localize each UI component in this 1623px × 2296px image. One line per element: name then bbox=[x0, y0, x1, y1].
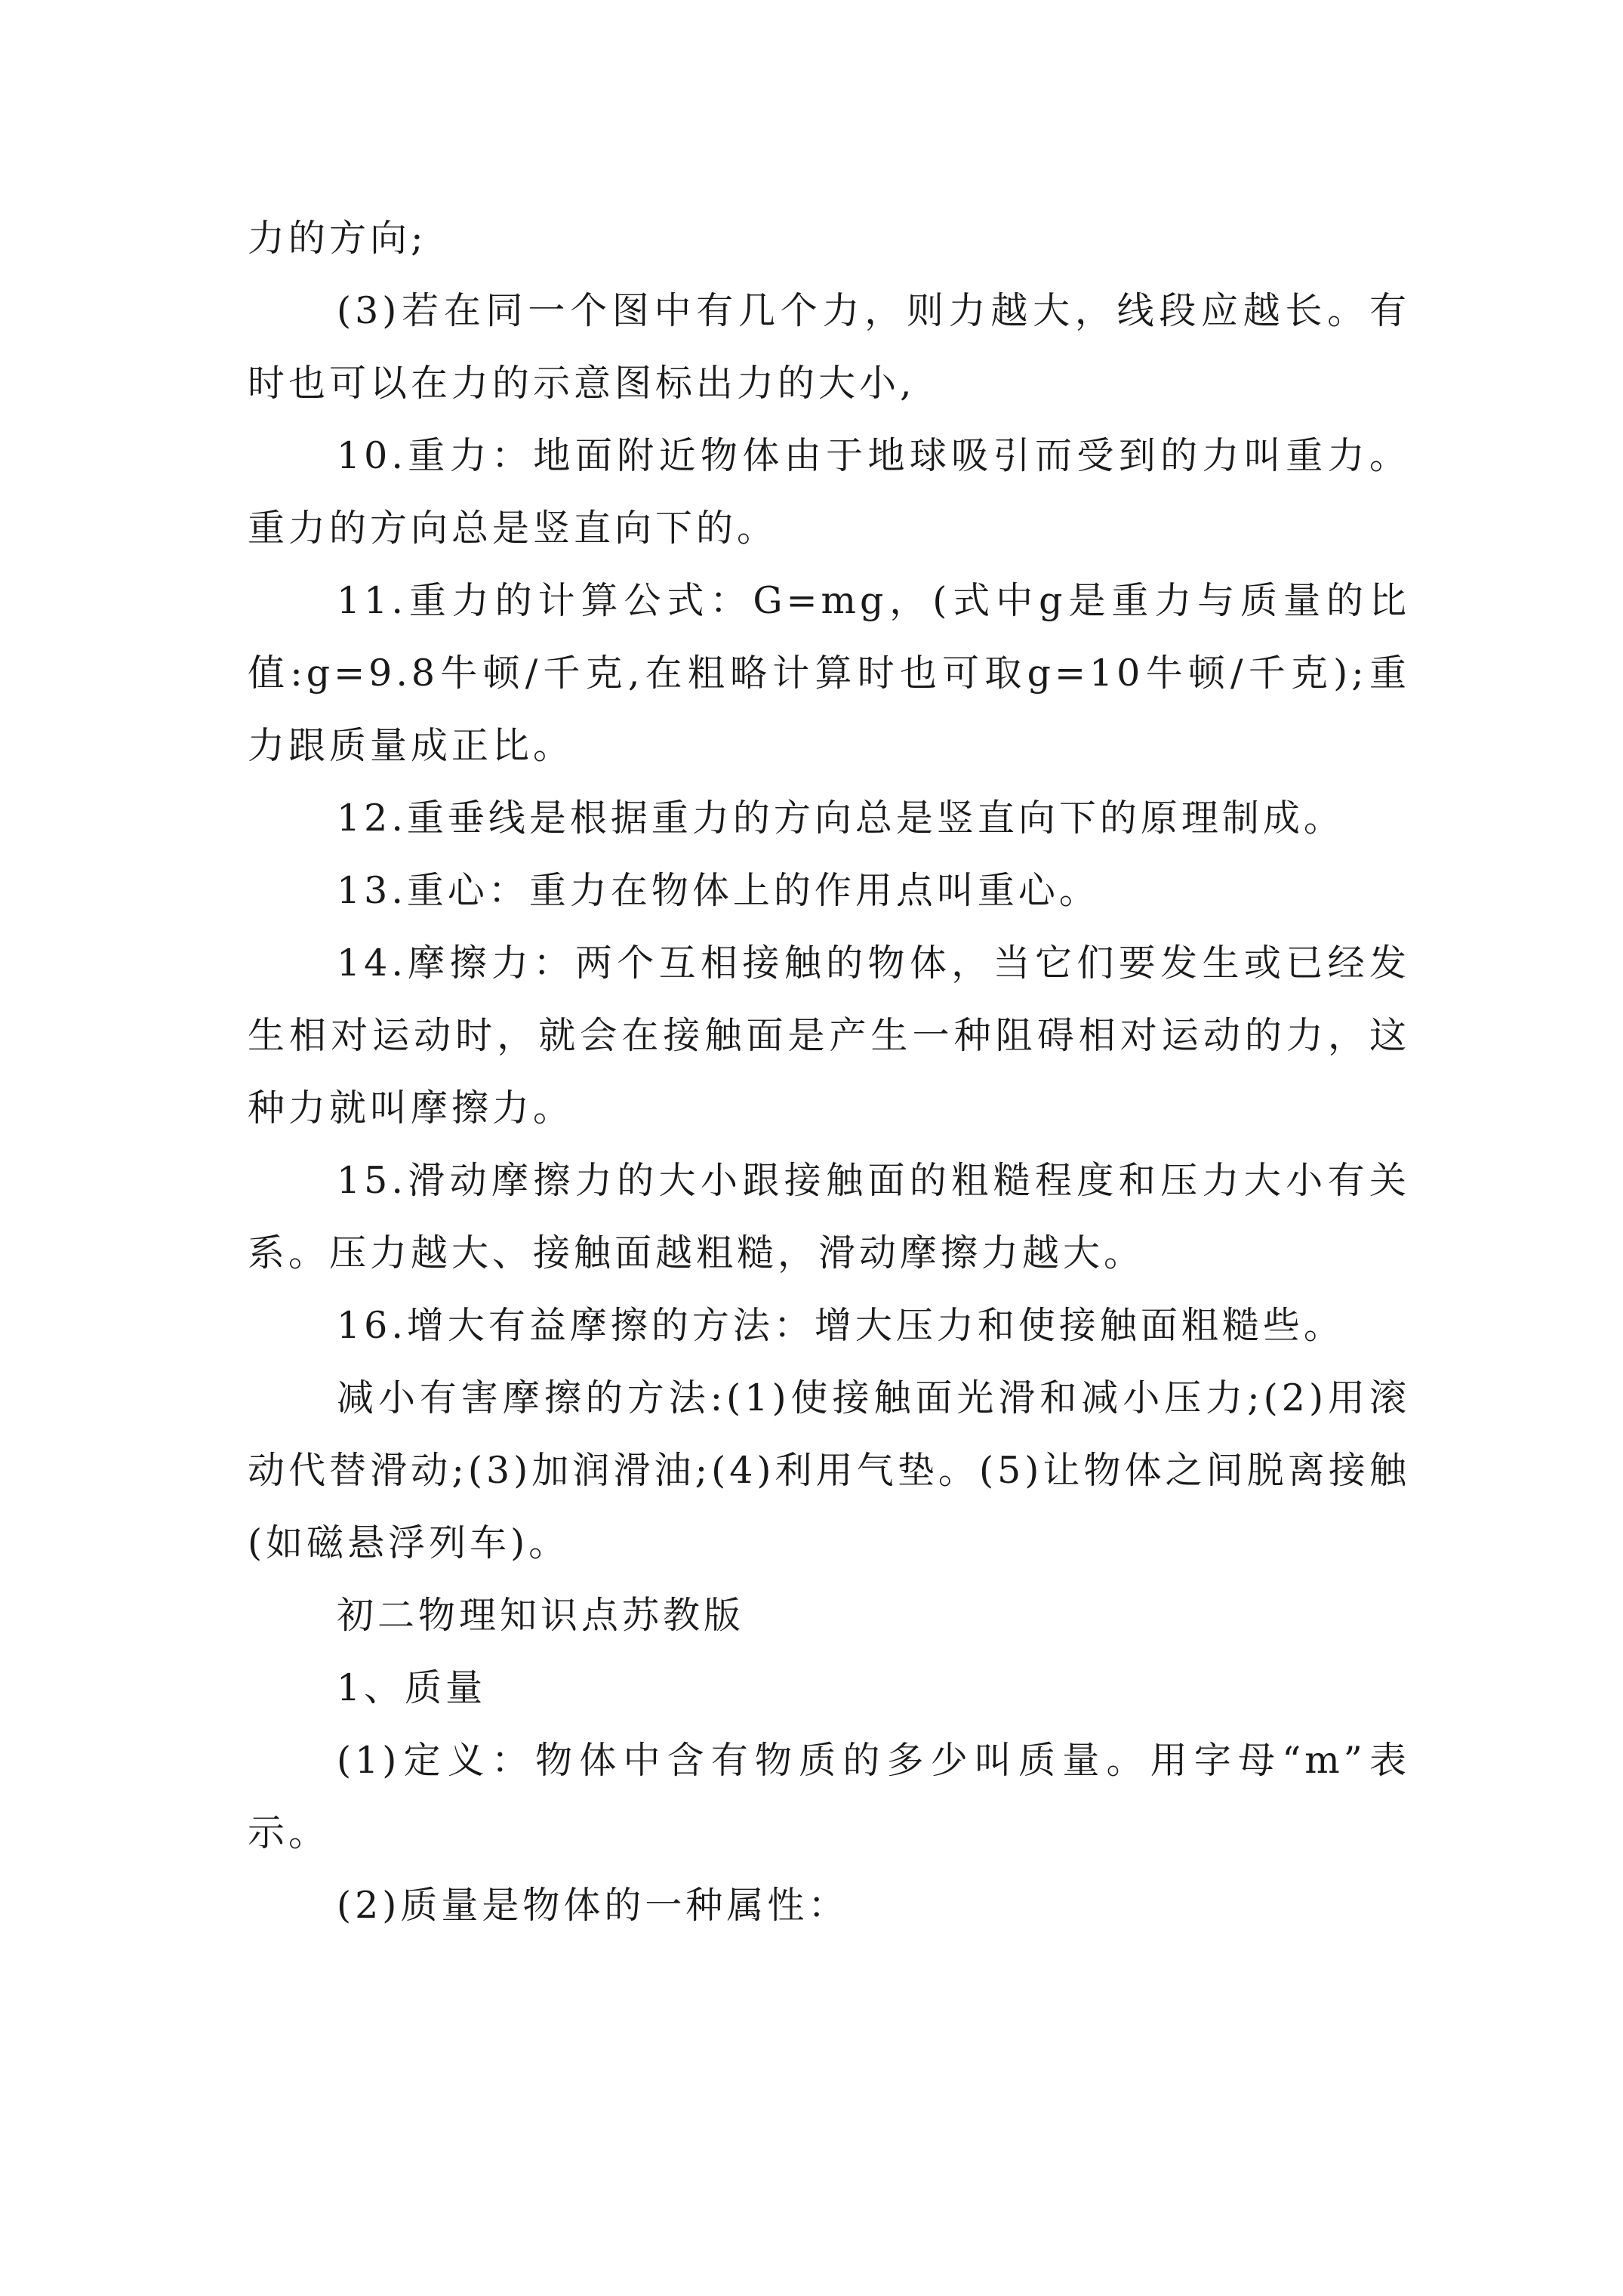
section-heading: 初二物理知识点苏教版 bbox=[337, 1594, 745, 1637]
paragraph-10-gravity: 10.重力：地面附近物体由于地球吸引而受到的力叫重力。重力的方向总是竖直向下的。 bbox=[248, 434, 1410, 550]
paragraph-13-center-of-gravity: 13.重心：重力在物体上的作用点叫重心。 bbox=[337, 869, 1100, 912]
paragraph-mass-heading: 1、质量 bbox=[337, 1666, 487, 1709]
paragraph-mass-property: (2)质量是物体的一种属性： bbox=[337, 1884, 849, 1927]
paragraph-11-gravity-formula: 11.重力的计算公式：G=mg，(式中g是重力与质量的比值:g=9.8牛顿/千克,在粗略计算时也可取g=10牛顿/千克);重力跟质量成正比。 bbox=[248, 579, 1410, 767]
paragraph-12-plumb-line: 12.重垂线是根据重力的方向总是竖直向下的原理制成。 bbox=[337, 797, 1344, 840]
paragraph-15-sliding-friction: 15.滑动摩擦力的大小跟接触面的粗糙程度和压力大小有关系。压力越大、接触面越粗糙，滑动摩擦力越大。 bbox=[248, 1159, 1410, 1274]
paragraph-16-increase-friction: 16.增大有益摩擦的方法：增大压力和使接触面粗糙些。 bbox=[337, 1304, 1344, 1347]
paragraph-force-direction: 力的方向; bbox=[248, 217, 427, 260]
paragraph-item-3: (3)若在同一个图中有几个力，则力越大，线段应越长。有时也可以在力的示意图标出力的大小, bbox=[248, 289, 1410, 405]
paragraph-reduce-friction: 减小有害摩擦的方法:(1)使接触面光滑和减小压力;(2)用滚动代替滑动;(3)加润滑油;(4)利用气垫。(5)让物体之间脱离接触(如磁悬浮列车)。 bbox=[248, 1376, 1410, 1564]
paragraph-mass-definition: (1)定义：物体中含有物质的多少叫质量。用字母“m”表示。 bbox=[248, 1739, 1410, 1854]
paragraph-14-friction: 14.摩擦力：两个互相接触的物体，当它们要发生或已经发生相对运动时，就会在接触面是产生一种阻碍相对运动的力，这种力就叫摩擦力。 bbox=[248, 942, 1410, 1130]
document-body bbox=[248, 202, 1410, 1942]
